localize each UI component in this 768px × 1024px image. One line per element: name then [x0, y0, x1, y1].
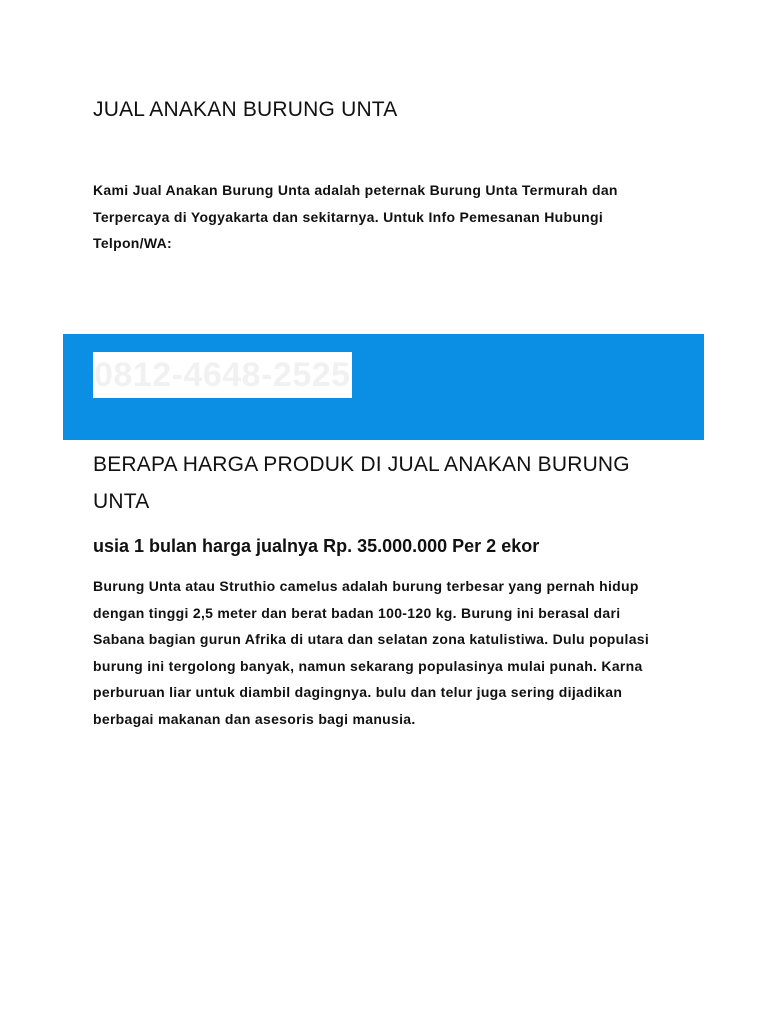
section-heading: BERAPA HARGA PRODUK DI JUAL ANAKAN BURUNG UNTA [93, 453, 630, 513]
phone-number[interactable]: 0812-4648-2525 [93, 352, 352, 398]
price-line: usia 1 bulan harga jualnya Rp. 35.000.000 Per 2 ekor [93, 536, 540, 556]
description-paragraph: Burung Unta atau Struthio camelus adalah burung terbesar yang pernah hidup dengan tinggi 2,5 meter dan berat badan 100-120 kg. Burung ini berasal dari Sabana bagian gurun Afrika di utara dan selatan zona katulistiwa. Dulu populasi burung ini tergolong banyak, namun sekarang populasinya mulai punah. Karna perburuan liar untuk diambil dagingnya. bulu dan telur juga sering dijadikan berbagai makanan dan asesoris bagi manusia. [93, 578, 650, 727]
intro-paragraph: Kami Jual Anakan Burung Unta adalah peternak Burung Unta Termurah dan Terpercaya di Yogyakarta dan sekitarnya. Untuk Info Pemesanan Hubungi Telpon/WA: [93, 182, 618, 251]
page-title: JUAL ANAKAN BURUNG UNTA [93, 98, 398, 121]
